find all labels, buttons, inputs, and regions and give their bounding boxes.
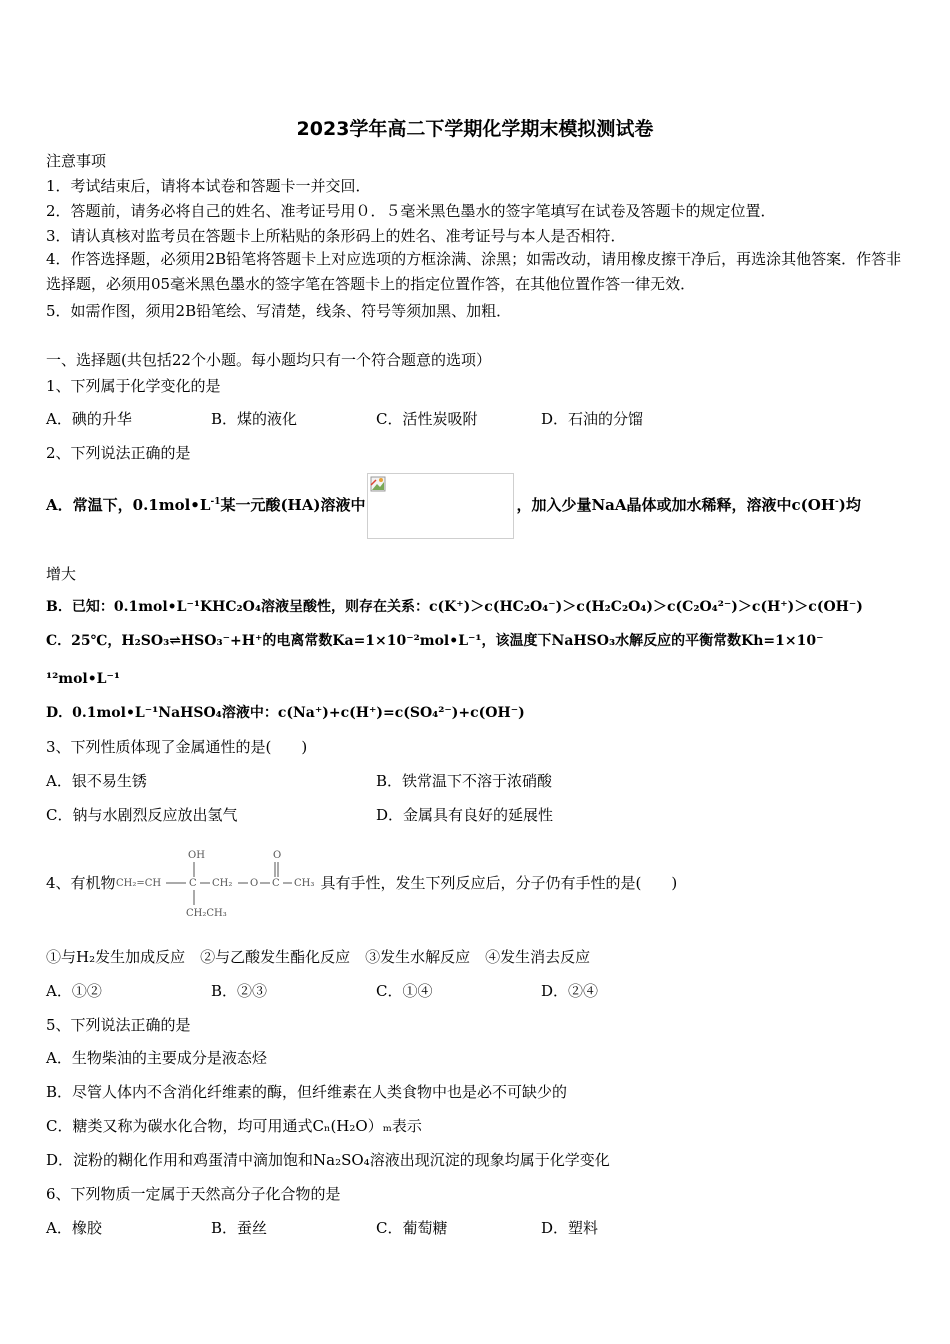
option-d: D．②④	[541, 982, 599, 1000]
q1-stem: 1、下列属于化学变化的是	[46, 377, 221, 395]
q5-option-b: B．尽管人体内不含消化纤维素的酶，但纤维素在人类食物中也是必不可缺少的	[46, 1083, 568, 1101]
label-vinyl: CH₂=CH	[115, 878, 161, 889]
option-d: D．石油的分馏	[541, 410, 644, 428]
q4-reactions: ①与H₂发生加成反应 ②与乙酸发生酯化反应 ③发生水解反应 ④发生消去反应	[46, 948, 591, 966]
q5-option-d: D．淀粉的糊化作用和鸡蛋清中滴加饱和Na₂SO₄溶液出现沉淀的现象均属于化学变化	[46, 1151, 610, 1169]
q2-option-d: D．0.1mol•L⁻¹NaHSO₄溶液中：c(Na⁺)+c(H⁺)=c(SO₄²⁻)+c(OH⁻)	[46, 705, 525, 721]
q2-option-c-continued: ¹²mol•L⁻¹	[46, 671, 121, 687]
option-d: D．金属具有良好的延展性	[376, 806, 554, 824]
label-c-carbonyl: C	[271, 878, 280, 889]
option-d: D．塑料	[541, 1219, 599, 1237]
option-c: C．①④	[376, 982, 433, 1000]
q2-option-b: B．已知：0.1mol•L⁻¹KHC₂O₄溶液呈酸性，则存在关系：c(K⁺)＞c(HC₂O₄⁻)＞c(H₂C₂O₄)＞c(C₂O₄²⁻)＞c(H⁺)＞c(OH⁻)	[46, 599, 863, 615]
notice-item: 3．请认真核对监考员在答题卡上所粘贴的条形码上的姓名、准考证号与本人是否相符．	[46, 227, 626, 245]
option-c: C．葡萄糖	[376, 1219, 448, 1237]
option-a: A．碘的升华	[46, 410, 132, 428]
q1-options	[46, 409, 706, 429]
page-title: 2023学年高二下学期化学期末模拟测试卷	[296, 118, 654, 140]
q2-option-c: C．25℃，H₂SO₃⇌HSO₃⁻+H⁺的电离常数Ka=1×10⁻²mol•L⁻¹，该温度下NaHSO₃水解反应的平衡常数Kh=1×10⁻	[46, 633, 824, 649]
label-ch3: CH₃	[293, 878, 314, 889]
q2-option-a: A．常温下，$0.1mol•L^{-1}$某一元酸(HA)溶液中 ，加入少量NaA晶体或加水稀释，溶液中c(OH-)均	[46, 470, 861, 540]
broken-image-icon	[370, 476, 386, 492]
option-c: C．活性炭吸附	[376, 410, 478, 428]
q2-option-a-continued: 增大	[46, 565, 77, 583]
label-o-carbonyl: O	[272, 850, 281, 861]
q6-stem: 6、下列物质一定属于天然高分子化合物的是	[46, 1185, 341, 1203]
notice-item: 2．答题前，请务必将自己的姓名、准考证号用０．５毫米黑色墨水的签字笔填写在试卷及答题卡的规定位置．	[46, 202, 776, 220]
notice-item: 5．如需作图，须用2B铅笔绘、写清楚，线条、符号等须加黑、加粗．	[46, 302, 512, 320]
q6-options	[46, 1218, 706, 1238]
q5-stem: 5、下列说法正确的是	[46, 1016, 191, 1034]
q4-options	[46, 981, 706, 1001]
q2-stem: 2、下列说法正确的是	[46, 444, 191, 462]
option-b: B．煤的液化	[211, 410, 298, 428]
q3-stem: 3、下列性质体现了金属通性的是( )	[46, 738, 308, 756]
label-ethyl: CH₂CH₃	[185, 908, 227, 919]
label-ch2: CH₂	[211, 878, 232, 889]
label-c-chiral: C	[188, 878, 197, 889]
option-a: A．银不易生锈	[46, 772, 147, 790]
option-b: B．铁常温下不溶于浓硝酸	[376, 772, 553, 790]
q4-stem: 4、有机物 OH O CH₂=CH C CH₂ O C CH₃ CH₂CH₃ 具有手性，发生下列反应后，分子仍有手性的是( )	[46, 843, 677, 923]
option-c: C．钠与水剧烈反应放出氢气	[46, 806, 238, 824]
q3-options-row1	[46, 771, 706, 791]
option-b: B．蚕丝	[211, 1219, 268, 1237]
option-b: B．②③	[211, 982, 268, 1000]
section-heading: 一、选择题(共包括22个小题。每小题均只有一个符合题意的选项）	[46, 351, 491, 369]
q5-option-c: C．糖类又称为碳水化合物，均可用通式Cₙ(H₂O）ₘ表示	[46, 1117, 422, 1135]
notice-item: 1．考试结束后，请将本试卷和答题卡一并交回．	[46, 177, 371, 195]
option-a: A．橡胶	[46, 1219, 102, 1237]
option-a: A．①②	[46, 982, 102, 1000]
broken-image-placeholder	[367, 473, 514, 539]
chemical-structure	[116, 846, 321, 922]
q5-option-a: A．生物柴油的主要成分是液态烃	[46, 1049, 267, 1067]
q3-options-row2	[46, 805, 706, 825]
label-oh: OH	[187, 850, 205, 861]
notice-heading: 注意事项	[46, 152, 107, 170]
notice-item: 4．作答选择题，必须用2B铅笔将答题卡上对应选项的方框涂满、涂黑；如需改动，请用橡皮擦干净后，再选涂其他答案．作答非选择题，必须用05毫米黑色墨水的签字笔在答题卡上的指定位置作答，在其他位置作答一律无效．	[46, 250, 902, 293]
label-o-ester: O	[249, 878, 258, 889]
